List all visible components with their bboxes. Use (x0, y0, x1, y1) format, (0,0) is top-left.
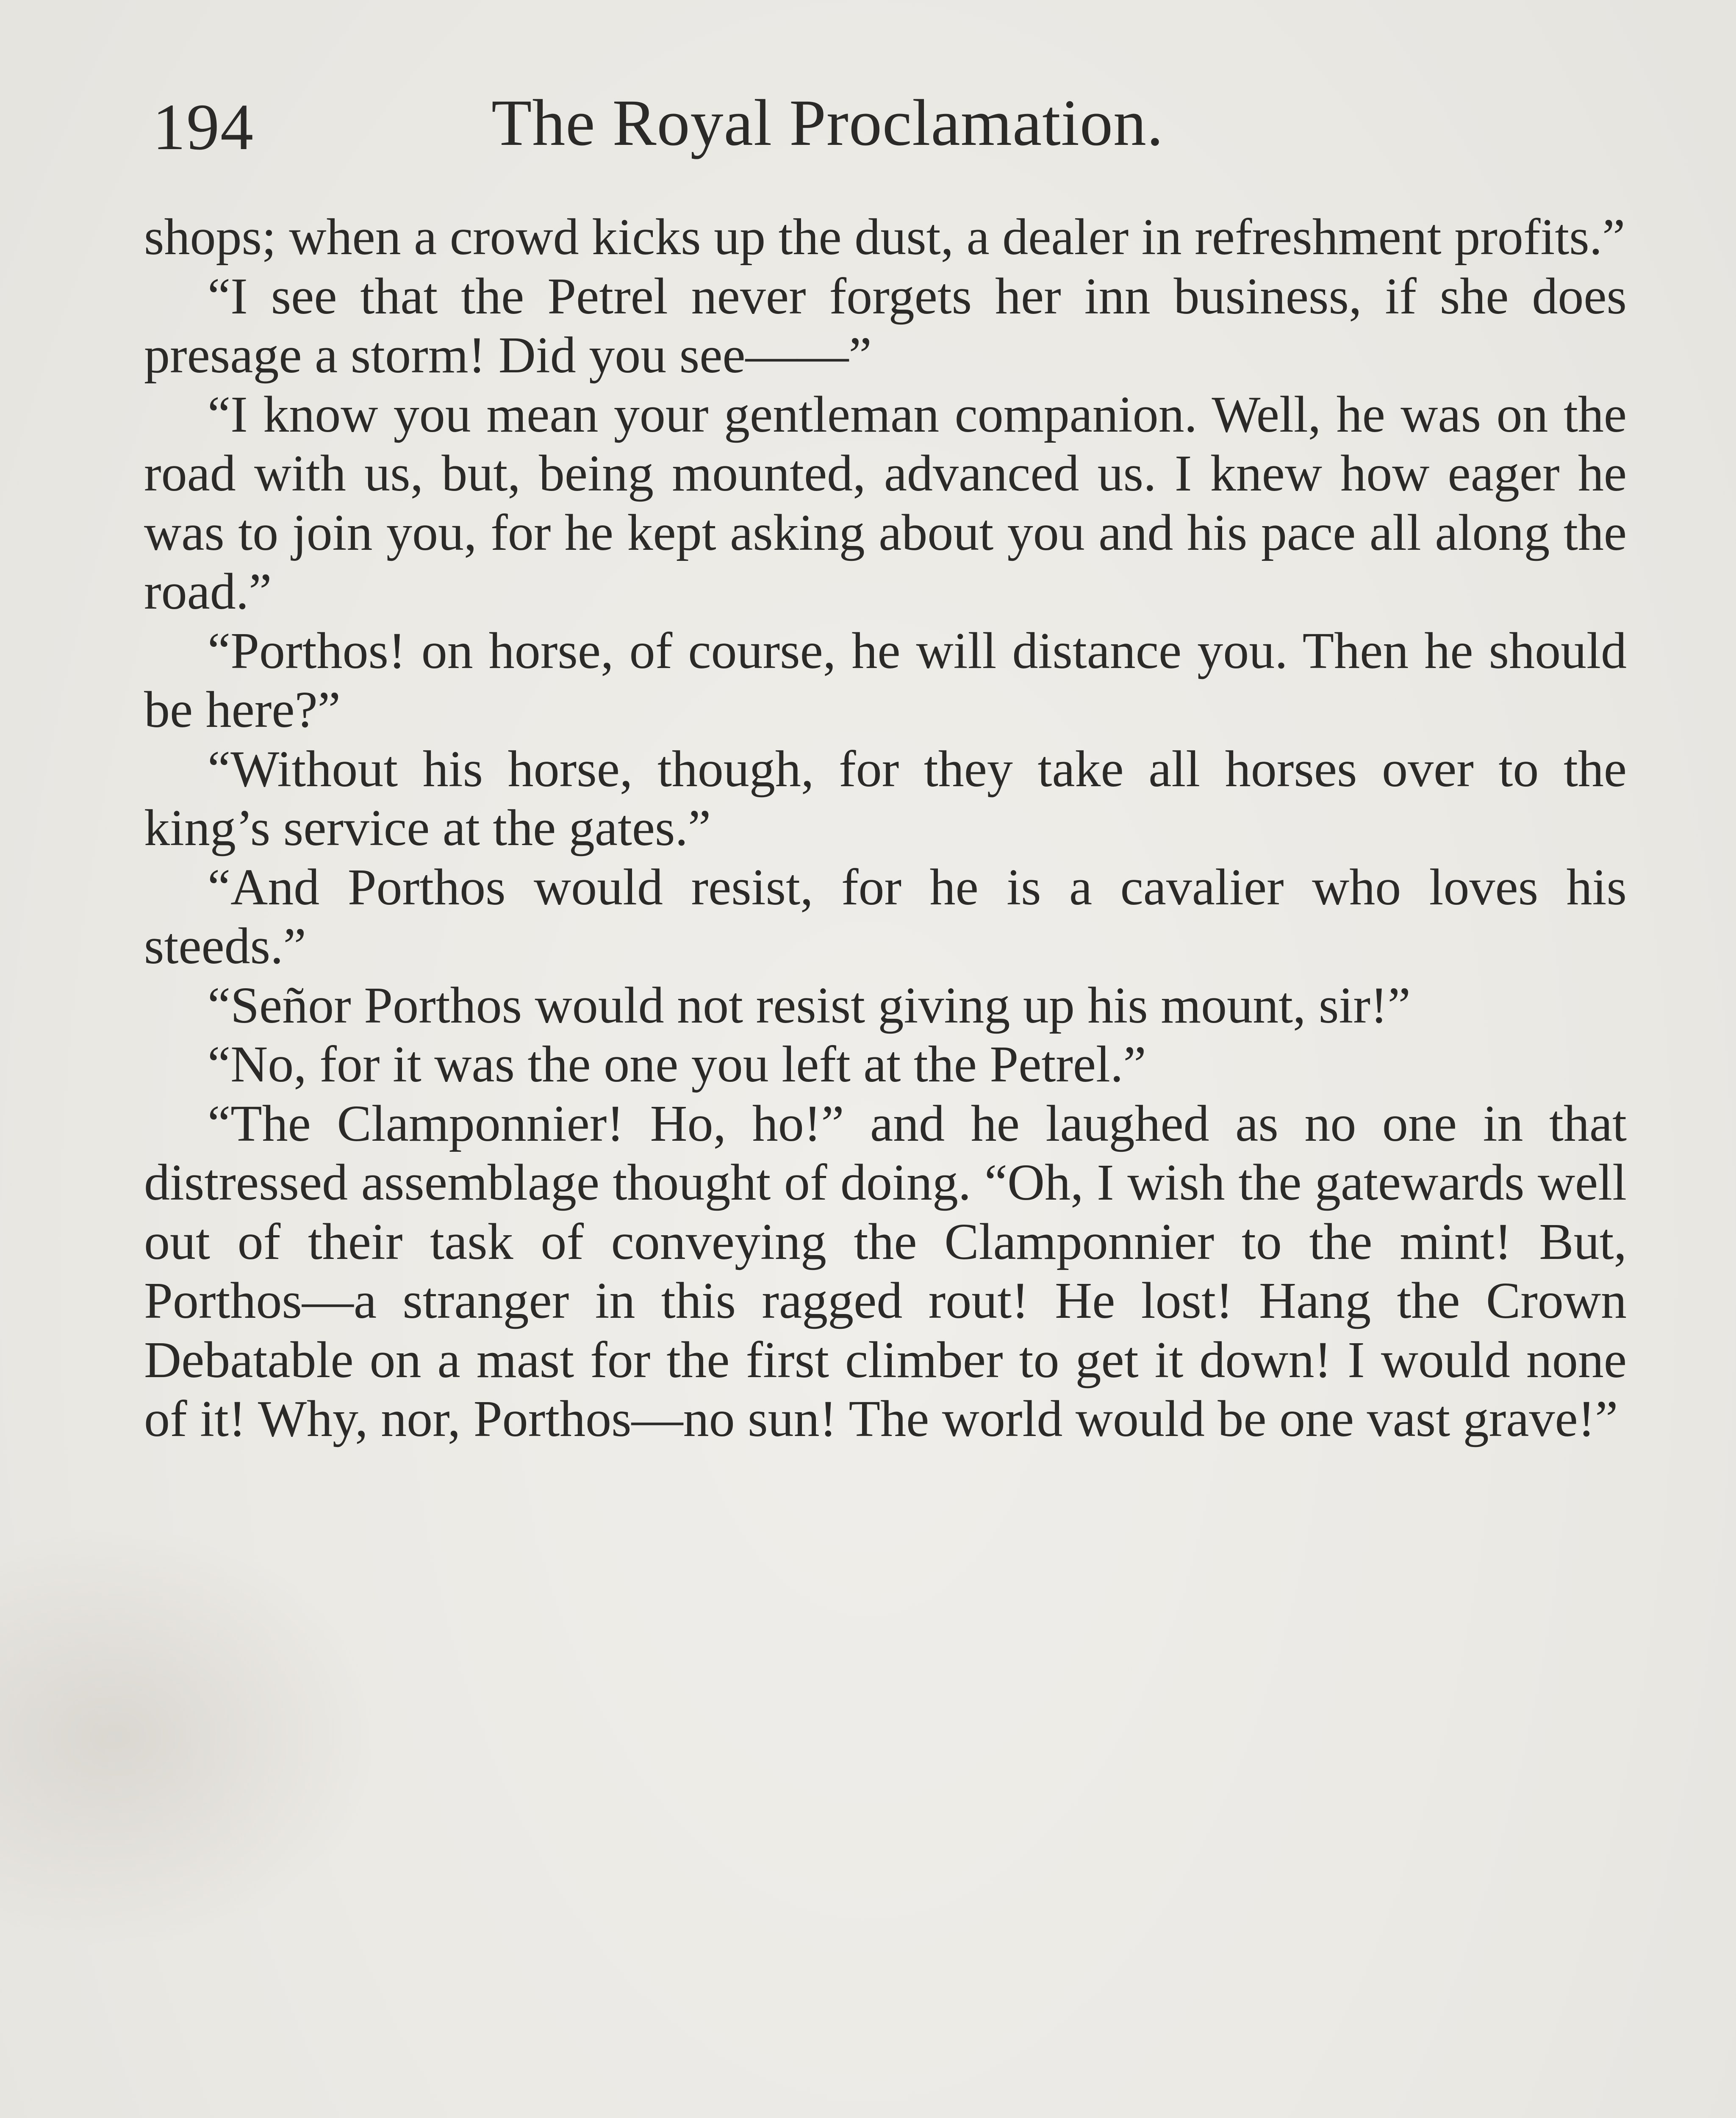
paragraph: “Porthos! on horse, of course, he will distance you. Then he should be here?” (144, 622, 1627, 738)
running-title: The Royal Proclamation. (491, 86, 1164, 159)
paragraph: “I know you mean your gentleman companion. Well, he was on the road with us, but, being mounted, advanced us. I knew how eager he was to join you, for he kept asking about you and his pace all along the road.” (144, 385, 1627, 620)
paragraph: “I see that the Petrel never forgets her inn business, if she does presage a storm! Did you see——” (144, 267, 1627, 384)
paper-stain (0, 1525, 381, 1949)
paragraph: “Señor Porthos would not resist giving up his mount, sir!” (208, 976, 1411, 1034)
body-text (144, 208, 1627, 1449)
paragraph: “And Porthos would resist, for he is a cavalier who loves his steeds.” (144, 858, 1627, 975)
paragraph: “The Clamponnier! Ho, ho!” and he laughed as no one in that distressed assemblage thought of doing. “Oh, I wish the gatewards well out of their task of conveying the Clamponnier to the mint! But, Porthos—a stranger in this ragged rout! He lost! Hang the Crown Debatable on a mast for the first climber to get it down! I would none of it! Why, nor, Porthos—no sun! The world would be one vast grave!” (144, 1095, 1627, 1447)
page-number: 194 (153, 90, 254, 164)
paragraph: shops; when a crowd kicks up the dust, a dealer in refreshment profits.” (144, 208, 1625, 266)
page-header (144, 80, 1627, 174)
paragraph: “No, for it was the one you left at the Petrel.” (208, 1036, 1146, 1093)
paragraph: “Without his horse, though, for they take all horses over to the king’s service at the gates.” (144, 740, 1627, 857)
